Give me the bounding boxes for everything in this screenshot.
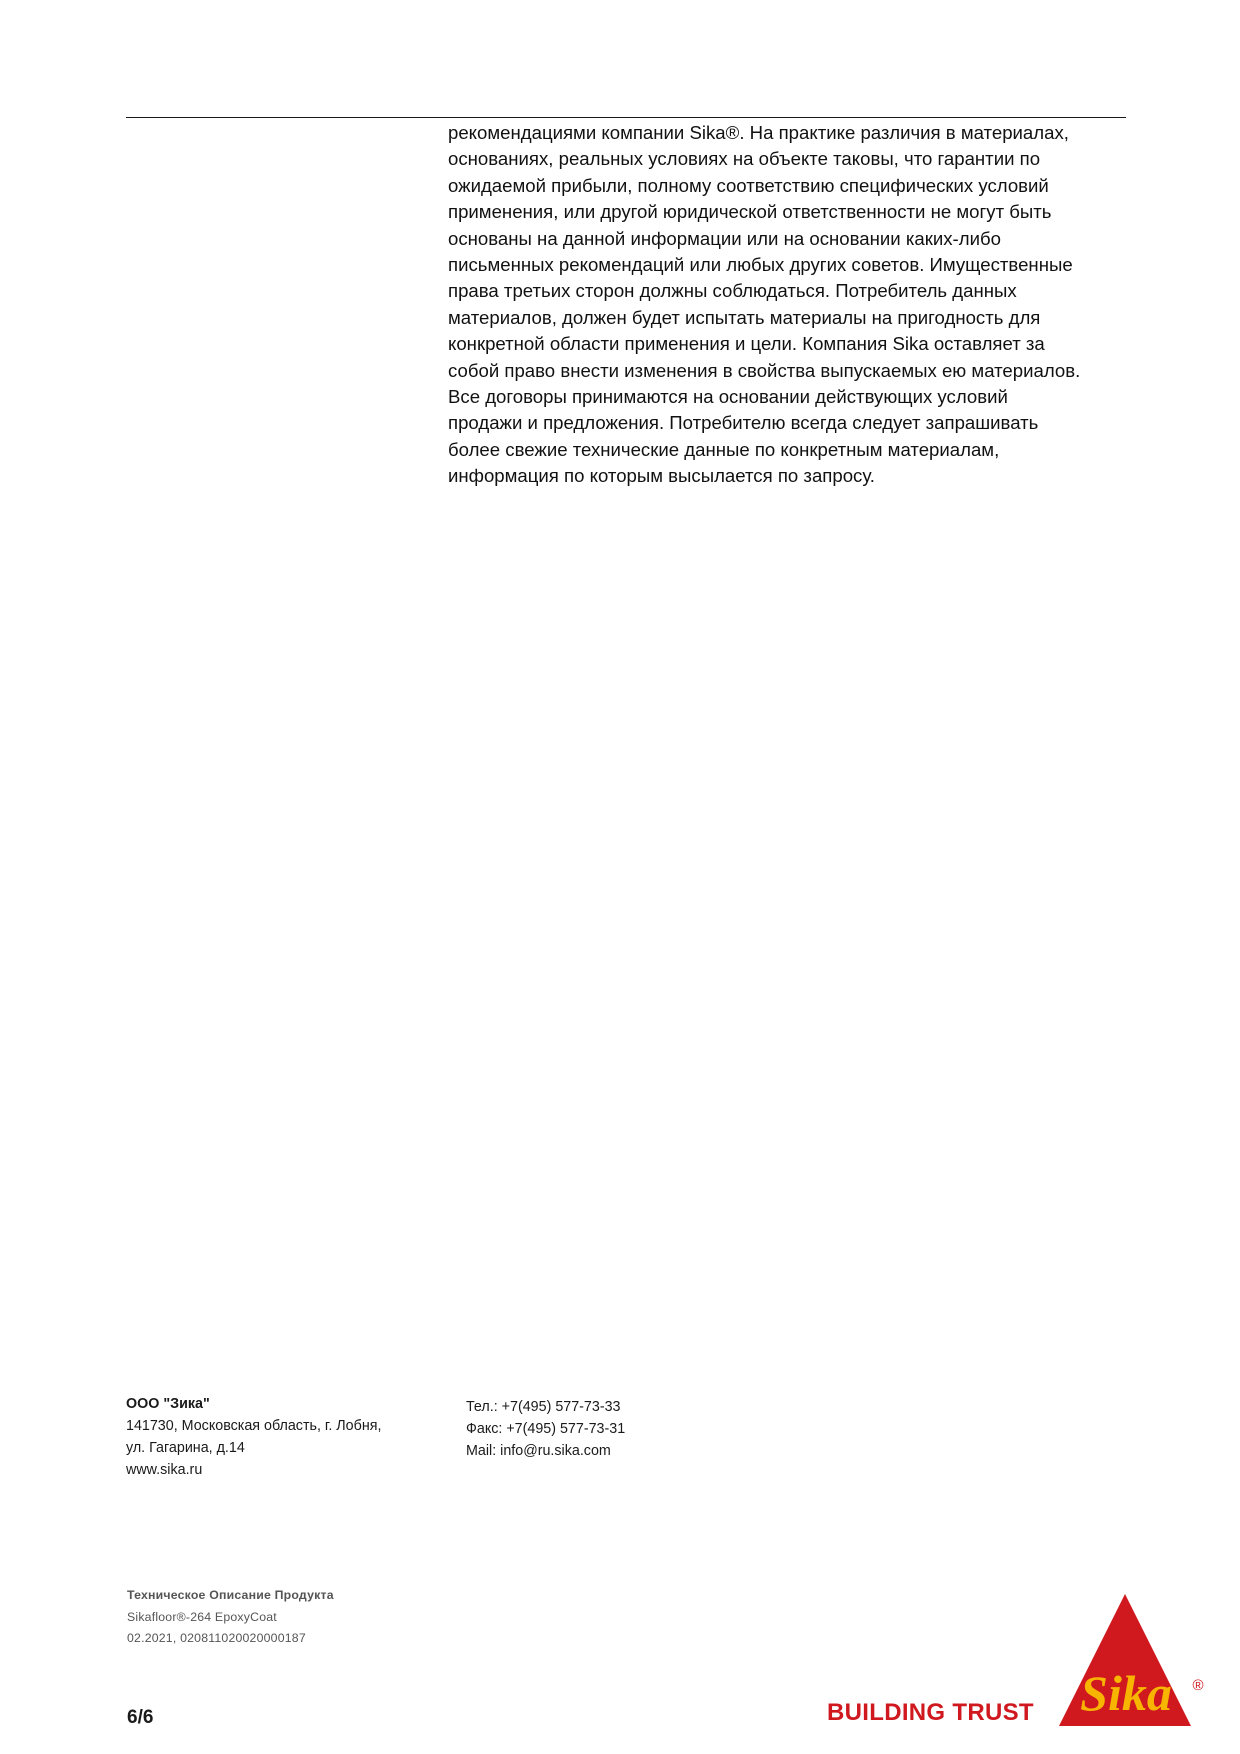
legal-disclaimer-text [448, 120, 1148, 490]
legal-text-line: Все договоры принимаются на основании действующих условий [448, 386, 1008, 408]
company-address-line2: ул. Гагарина, д.14 [126, 1440, 245, 1456]
document-info [127, 1585, 334, 1650]
top-divider [126, 117, 1126, 118]
legal-text-line: материалов, должен будет испытать материалы на пригодность для [448, 306, 1041, 328]
legal-text-line: более свежие технические данные по конкретным материалам, [448, 438, 1000, 460]
legal-text-line: ожидаемой прибыли, полному соответствию специфических условий [448, 174, 1049, 196]
page-number: 6/6 [127, 1707, 154, 1728]
contact-mail-link[interactable]: Mail: info@ru.sika.com [466, 1443, 611, 1459]
building-trust-slogan: BUILDING TRUST [827, 1699, 1034, 1726]
legal-text-line: рекомендациями компании Sika®. На практике различия в материалах, [448, 122, 1069, 143]
legal-text-line: продажи и предложения. Потребителю всегда следует запрашивать [448, 412, 1039, 434]
company-address-block [126, 1393, 381, 1481]
company-name: ООО "Зика" [126, 1396, 210, 1412]
legal-text-line: письменных рекомендаций или любых других советов. Имущественные [448, 254, 1073, 276]
registered-mark: ® [1192, 1677, 1204, 1694]
contact-phone: Тел.: +7(495) 577-73-33 [466, 1399, 621, 1415]
legal-text-line: конкретной области применения и цели. Компания Sika оставляет за [448, 333, 1045, 355]
document-version: 02.2021, 020811020020000187 [127, 1631, 306, 1645]
legal-text-line: собой право внести изменения в свойства выпускаемых ею материалов. [448, 359, 1081, 381]
legal-text-line: применения, или другой юридической ответственности не могут быть [448, 201, 1052, 223]
legal-text-line: информация по которым высылается по запросу. [448, 465, 875, 487]
company-address-line1: 141730, Московская область, г. Лобня, [126, 1418, 382, 1434]
contact-fax: Факс: +7(495) 577-73-31 [466, 1421, 626, 1437]
product-name: Sikafloor®-264 EpoxyCoat [127, 1609, 277, 1624]
legal-text-line: основаниях, реальных условиях на объекте таковы, что гарантии по [448, 148, 1041, 170]
legal-text-line: права третьих сторон должны соблюдаться. Потребитель данных [448, 280, 1017, 302]
legal-text-line: основаны на данной информации или на основании каких-либо [448, 227, 1001, 249]
sika-logo-wordmark: Sika [1080, 1665, 1172, 1721]
contact-block [466, 1396, 625, 1462]
company-website-link[interactable]: www.sika.ru [126, 1462, 203, 1478]
sika-logo-icon [1058, 1592, 1208, 1728]
document-type: Техническое Описание Продукта [127, 1588, 334, 1602]
